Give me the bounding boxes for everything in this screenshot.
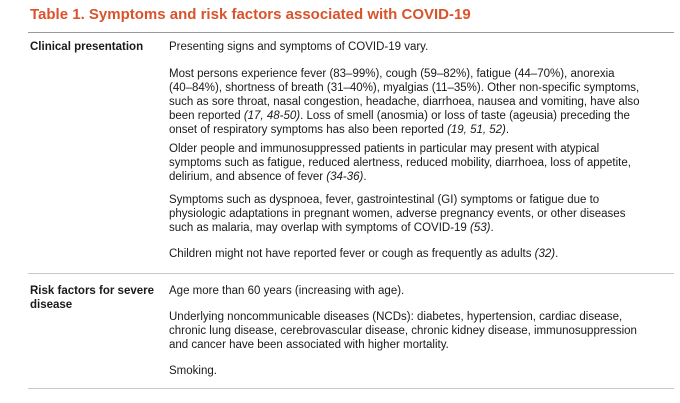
clinical-paragraph-3 — [169, 142, 664, 184]
paragraph-line — [169, 247, 664, 261]
table-title: Table 1. Symptoms and risk factors associated with COVID-19 — [30, 6, 471, 23]
citation: (17, 48-50) — [243, 110, 301, 122]
row-label-risk-factors — [30, 284, 165, 312]
line-text: onset of respiratory symptoms has also been reported — [169, 124, 448, 136]
line-text: . Loss of smell (anosmia) or loss of taste (ageusia) preceding the — [300, 110, 630, 122]
table-top-rule — [28, 32, 674, 33]
line-text: . — [555, 248, 559, 260]
paragraph-line: Older people and immunosuppressed patients in particular may present with atypical — [169, 143, 600, 155]
paragraph-line: such as sore throat, nasal congestion, headache, diarrhoea, nausea and vomiting, have also — [169, 96, 640, 108]
line-text: delirium, and absence of fever — [169, 171, 327, 183]
paragraph-line — [169, 123, 664, 137]
row-label-line: disease — [30, 299, 73, 311]
clinical-paragraph-2 — [169, 67, 664, 137]
paragraph-line — [169, 109, 664, 123]
line-text: . — [505, 124, 510, 136]
paragraph-line: Most persons experience fever (83–99%), cough (59–82%), fatigue (44–70%), anorexia — [169, 68, 615, 80]
clinical-paragraph-4 — [169, 193, 664, 235]
row-divider — [28, 273, 674, 274]
paragraph-line: chronic lung disease, cerebrovascular disease, chronic kidney disease, immunosuppression — [169, 325, 637, 337]
paragraph-line: Age more than 60 years (increasing with age). — [169, 285, 405, 297]
risk-paragraph-3 — [169, 364, 664, 378]
citation: (19, 51, 52) — [447, 124, 506, 136]
row-label-clinical-presentation: Clinical presentation — [30, 41, 144, 53]
paragraph-line: Presenting signs and symptoms of COVID-19 vary. — [169, 41, 429, 53]
citation: (32) — [534, 248, 556, 260]
citation: (53) — [470, 222, 491, 234]
paragraph-line: physiologic adaptations in pregnant women, adverse pregnancy events, or other diseases — [169, 208, 626, 220]
line-text: been reported — [169, 110, 244, 122]
line-text: . — [363, 171, 367, 183]
line-text: . — [490, 222, 494, 234]
paragraph-line — [169, 170, 664, 184]
paragraph-line: (40–84%), shortness of breath (31–40%), myalgias (11–35%). Other non-specific symptoms, — [169, 82, 640, 94]
clinical-paragraph-5 — [169, 247, 664, 261]
line-text: Children might not have reported fever or cough as frequently as adults — [169, 248, 535, 260]
line-text: such as malaria, may overlap with symptoms of COVID-19 — [169, 222, 471, 234]
row-label-line: Risk factors for severe — [30, 285, 155, 297]
clinical-paragraph-1 — [169, 40, 664, 54]
paragraph-line: Smoking. — [169, 365, 217, 377]
paragraph-line: Underlying noncommunicable diseases (NCDs): diabetes, hypertension, cardiac disease, — [169, 311, 623, 323]
paragraph-line: and cancer have been associated with higher mortality. — [169, 339, 449, 351]
risk-paragraph-2 — [169, 310, 664, 352]
paragraph-line: Symptoms such as dyspnoea, fever, gastrointestinal (GI) symptoms or fatigue due to — [169, 194, 600, 206]
table-bottom-rule — [28, 388, 674, 389]
paragraph-line: symptoms such as fatigue, reduced alertness, reduced mobility, diarrhoea, loss of appetite, — [169, 157, 631, 169]
risk-paragraph-1 — [169, 284, 664, 298]
paragraph-line — [169, 221, 664, 235]
citation: (34-36) — [326, 171, 364, 183]
